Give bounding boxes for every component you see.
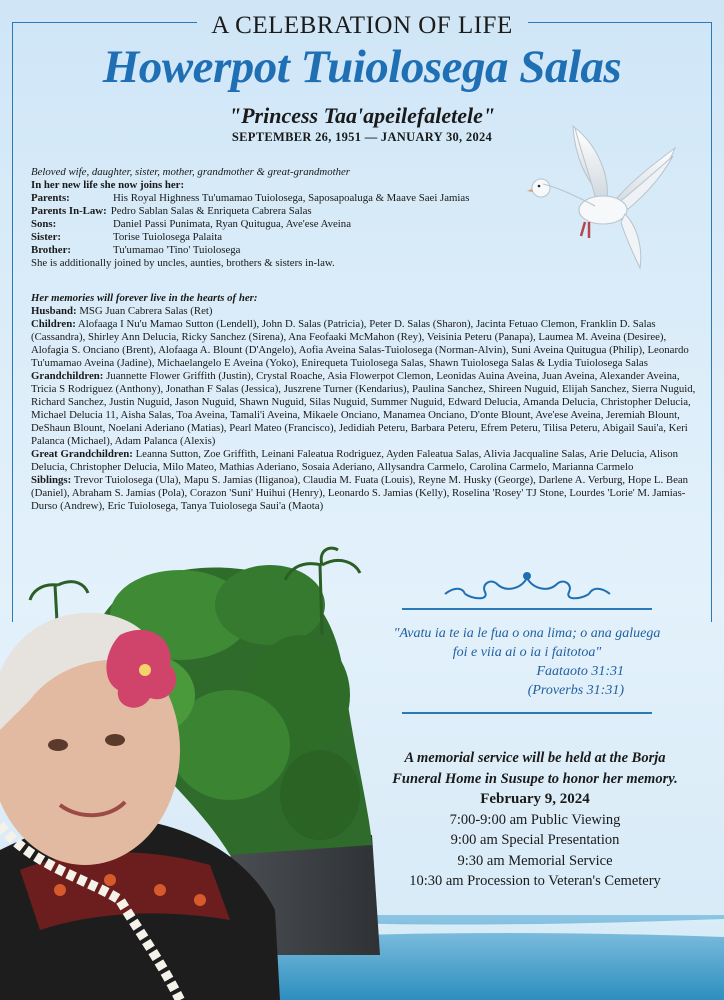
nickname: "Princess Taa'apeilefaletele": [228, 103, 496, 128]
celebration-heading: A CELEBRATION OF LIFE: [211, 12, 513, 39]
memories-section: [31, 292, 696, 513]
husband-label: Husband:: [31, 305, 77, 317]
children-value: Alofaaga I Nu'u Mamao Sutton (Lendell), John D. Salas (Patricia), Peter D. Salas (Sharon), Jacinta Fetuao Clemon, Franklin D. Salas (Cassandra), Shirley Ann Delucia, Ricky Sanchez (Sirena), Ana Feofaaki McMahon (Rey), Veisinia Peteru (Panapa), Laumea M. Aveina (Desiree), Alofagia S. Onciano (Brent), Alofaaga A. Blount (D'Angelo), Aofia Aveina Salas-Tuiolosega (Norman-Alvin), Suni Aveina Quitugua (Philip), Leonardo Tu'umamao Aveina (Jadine), Michaelangelo E Aveina (Yoko), Enirequeta Tuiolosega Salas, Shawn Tuiolosega Salas & Lydia Tuiolosega Salas: [31, 318, 689, 369]
relation-label: Parents In-Law:: [31, 205, 107, 217]
relation-value: Daniel Passi Punimata, Ryan Quitugua, Ave'ese Aveina: [113, 218, 351, 230]
dove-image: [525, 118, 685, 278]
quote-reference-samoan: Faataoto 31:31: [536, 664, 624, 679]
relation-row: [31, 218, 531, 231]
service-date: February 9, 2024: [480, 791, 590, 807]
relation-value: Tu'umamao 'Tino' Tuiolosega: [113, 244, 241, 256]
relation-row: [31, 205, 531, 218]
relation-label: Sister:: [31, 231, 61, 243]
tagline: Beloved wife, daughter, sister, mother, grandmother & great-grandmother: [31, 166, 350, 178]
relation-value: Torise Tuiolosega Palaita: [113, 231, 223, 243]
schedule-item: 9:00 am Special Presentation: [450, 832, 620, 848]
relation-label: Brother:: [31, 244, 71, 256]
quote-rule-bottom: [402, 712, 652, 714]
intro-section: [31, 166, 531, 270]
relation-label: Sons:: [31, 218, 57, 230]
relation-row: [31, 244, 531, 257]
quote-text: "Avatu ia te ia le fua o ona lima; o ana galuega foi e viia ai o ia i faitotoa": [393, 626, 661, 660]
life-dates: SEPTEMBER 26, 1951 — JANUARY 30, 2024: [231, 130, 493, 144]
service-announcement: A memorial service will be held at the Borja Funeral Home in Susupe to honor her memory.: [392, 750, 678, 787]
quote-reference-english: (Proverbs 31:31): [527, 683, 624, 698]
scripture-quote: [392, 624, 662, 700]
relation-row: [31, 192, 531, 205]
husband-value: MSG Juan Cabrera Salas (Ret): [79, 305, 213, 317]
flourish-ornament: [405, 570, 650, 610]
relation-value: Pedro Sablan Salas & Enriqueta Cabrera Salas: [110, 205, 312, 217]
great-grandchildren-label: Great Grandchildren:: [31, 448, 133, 460]
quote-rule-top: [402, 608, 652, 610]
grandchildren-entry: [31, 370, 696, 448]
siblings-label: Siblings:: [31, 474, 72, 486]
schedule-item: 9:30 am Memorial Service: [457, 852, 613, 869]
relation-row: [31, 231, 531, 244]
siblings-entry: [31, 474, 696, 513]
relation-value: His Royal Highness Tu'umamao Tuiolosega, Saposapoaluga & Maave Saei Jamias: [113, 192, 470, 204]
joins-heading: In her new life she now joins her:: [31, 179, 185, 191]
children-entry: [31, 318, 696, 370]
portrait-photo: [0, 590, 280, 1000]
schedule-item: 7:00-9:00 am Public Viewing: [449, 811, 621, 828]
memories-heading: Her memories will forever live in the hearts of her:: [31, 292, 258, 304]
service-details: [385, 748, 685, 892]
children-label: Children:: [31, 318, 76, 330]
relation-label: Parents:: [31, 192, 70, 204]
siblings-value: Trevor Tuiolosega (Ula), Mapu S. Jamias (Iliganoa), Claudia M. Fuata (Louis), Reyne M. Husky (George), Darlene A. Verburg, Hope L. Bean (Daniel), Abraham S. Jamias (Pola), Corazon 'Suni' Huihui (Henry), Leonardo S. Jamias (Kelly), Roselina 'Rosey' TJ Stone, Lourdes 'Lorie' M. Jamias-Durso (Andrew), Eric Tuiolosega, Tanya Tuiolosega Saui'a (Maota): [31, 474, 689, 512]
great-grandchildren-entry: [31, 448, 696, 474]
deceased-name: Howerpot Tuiolosega Salas: [102, 41, 622, 93]
schedule-item: 10:30 am Procession to Veteran's Cemetery: [409, 873, 661, 889]
closing-line: She is additionally joined by uncles, aunties, brothers & sisters in-law.: [31, 257, 335, 269]
husband-entry: [31, 305, 696, 318]
grandchildren-label: Grandchildren:: [31, 370, 104, 382]
great-grandchildren-value: Leanna Sutton, Zoe Griffith, Leinani Faleatua Rodriguez, Ayden Faleatua Salas, Alivia Jacqualine Salas, Arie Delucia, Alison Delucia, Christopher Delucia, Milo Mateo, Mathias Aderiano, Sosaia Aderiano, Allysandra Carmelo, Carolina Carmelo, Marianna Carmelo: [31, 448, 678, 473]
grandchildren-value: Juannette Flower Griffith (Justin), Crystal Roache, Asia Flowerpot Clemon, Leonidas Auina Aveina, Juan Aveina, Alexander Aveina, Tricia S Rodriguez (Anthony), Jonathan F Salas (Jessica), Juszrene Turner (Kendarius), Paulina Sanchez, Shireen Nuguid, Elijah Sanchez, Sierra Nuguid, Richard Sanchez, Justin Nuguid, Jason Nuguid, Shawn Nuguid, Silas Nuguid, Summer Nuguid, Edward Delucia, Amanda Delucia, Christopher Delucia, Michael Delucia 11, Aisha Salas, Toa Aveina, Tamali'i Aveina, Mikaele Onciano, Manamea Onciano, D'onte Blount, Ave'ese Aveina, Jeremiah Blount, DeShaun Blount, Noelani Aderiano (Matias), Pearl Mateo (Francisco), Jedidiah Peteru, Barbara Peteru, Efrem Peteru, Tilisa Peteru, Abigail Saui'a, Keri Palanca (Michael), Adam Palanca (Alexis): [31, 370, 696, 447]
